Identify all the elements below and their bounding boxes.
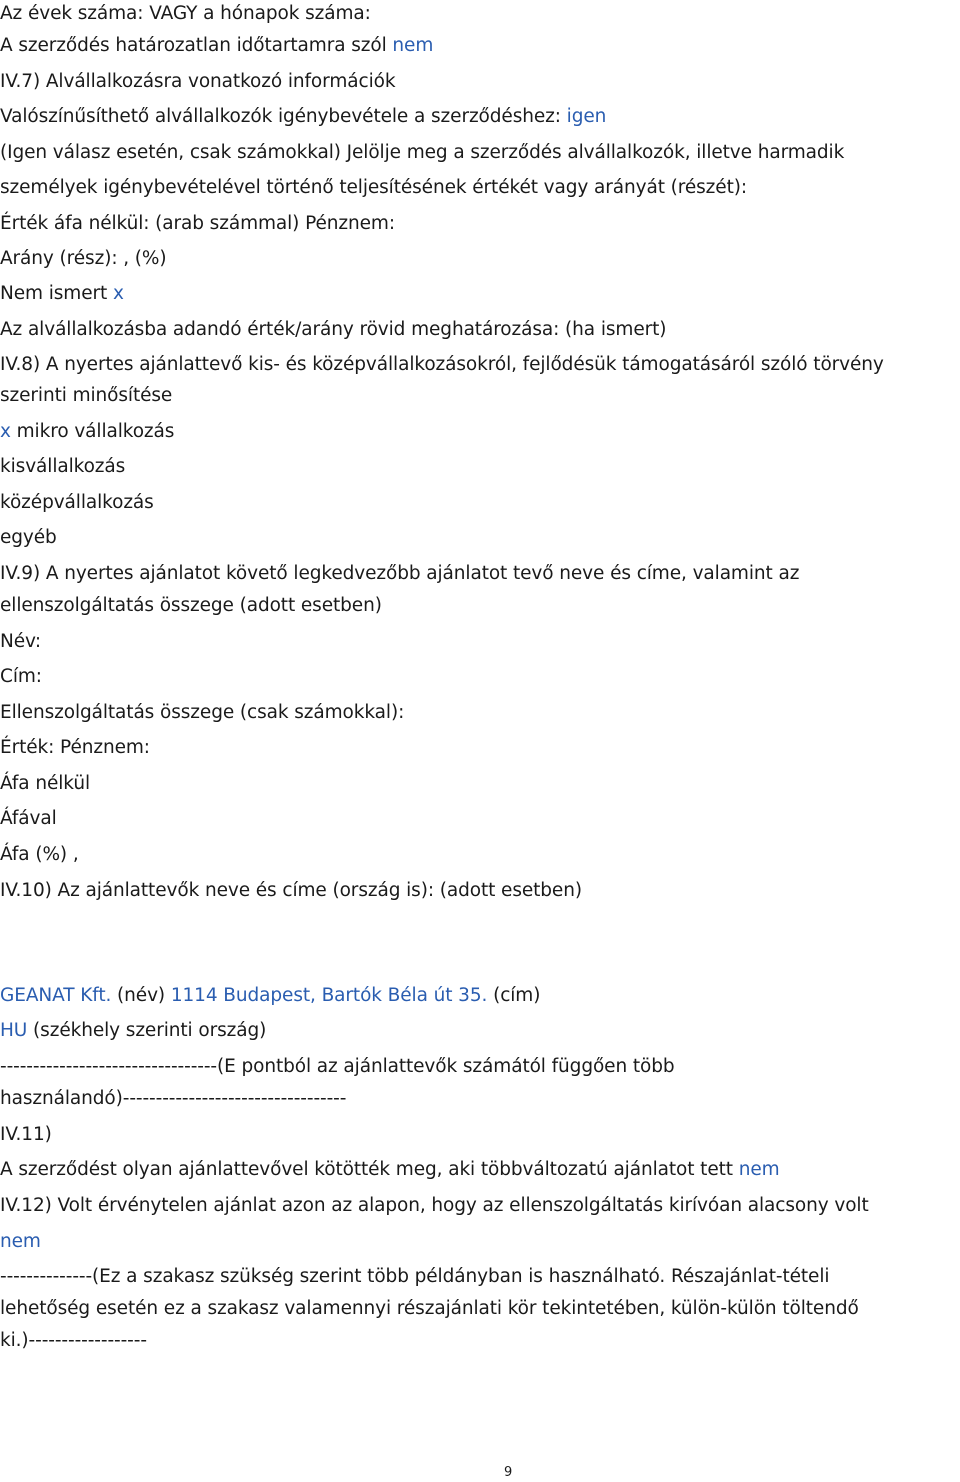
- text-segment: Az alvállalkozásba adandó érték/arány rövid meghatározása: (ha ismert): [0, 319, 667, 340]
- text-line: [0, 772, 90, 796]
- text-line: [0, 353, 884, 377]
- text-segment: lehetőség esetén ez a szakasz valamennyi részajánlati kör tekintetében, külön-külön töltendő: [0, 1298, 859, 1319]
- text-line: [0, 1087, 346, 1111]
- text-line: [0, 1123, 52, 1147]
- text-segment: Valószínűsíthető alvállalkozók igénybevétele a szerződéshez:: [0, 106, 567, 127]
- text-line: [0, 212, 395, 236]
- text-segment: kisvállalkozás: [0, 456, 126, 477]
- text-segment: Áfával: [0, 808, 57, 829]
- text-line: [0, 384, 172, 408]
- text-line: [0, 594, 382, 618]
- text-segment: A szerződést olyan ajánlattevővel kötötték meg, aki többváltozatú ajánlatot tett: [0, 1159, 739, 1180]
- text-line: [0, 879, 582, 903]
- filled-value: 1114 Budapest, Bartók Béla út 35.: [170, 985, 488, 1006]
- text-segment: Név:: [0, 631, 41, 652]
- page-number: 9: [504, 1465, 513, 1480]
- text-line: [0, 1158, 780, 1182]
- text-line: [0, 1329, 147, 1353]
- text-line: [0, 665, 42, 689]
- filled-value: HU: [0, 1020, 28, 1041]
- text-line: [0, 70, 395, 94]
- filled-value: x: [112, 283, 124, 304]
- text-segment: IV.12) Volt érvénytelen ajánlat azon az alapon, hogy az ellenszolgáltatás kirívóan alacsony volt: [0, 1195, 869, 1216]
- text-line: [0, 526, 57, 550]
- text-line: [0, 282, 124, 306]
- text-line: [0, 562, 799, 586]
- text-segment: IV.11): [0, 1124, 52, 1145]
- text-segment: A szerződés határozatlan időtartamra szól: [0, 35, 393, 56]
- text-segment: (székhely szerinti ország): [27, 1020, 267, 1041]
- text-segment: Nem ismert: [0, 283, 113, 304]
- text-line: [0, 1019, 266, 1043]
- text-line: [0, 630, 41, 654]
- text-segment: használandó)----------------------------------: [0, 1088, 347, 1109]
- text-segment: IV.8) A nyertes ajánlattevő kis- és középvállalkozásokról, fejlődésük támogatásáról szóló törvény: [0, 354, 884, 375]
- text-line: [0, 105, 606, 129]
- text-segment: Ellenszolgáltatás összege (csak számokkal):: [0, 702, 405, 723]
- text-segment: személyek igénybevételével történő teljesítésének értékét vagy arányát (részét):: [0, 177, 747, 198]
- text-segment: egyéb: [0, 527, 57, 548]
- filled-value: x: [0, 421, 11, 442]
- text-line: [0, 2, 371, 26]
- text-line: [0, 455, 125, 479]
- text-line: [0, 176, 747, 200]
- text-line: [0, 34, 433, 58]
- text-line: [0, 701, 404, 725]
- filled-value: nem: [0, 1231, 41, 1252]
- text-segment: Áfa nélkül: [0, 773, 90, 794]
- text-line: [0, 318, 666, 342]
- text-line: [0, 1055, 675, 1079]
- text-segment: szerinti minősítése: [0, 385, 173, 406]
- text-line: [0, 843, 79, 867]
- text-segment: Arány (rész): , (%): [0, 248, 167, 269]
- text-line: [0, 1230, 41, 1254]
- text-segment: IV.9) A nyertes ajánlatot követő legkedvezőbb ajánlatot tevő neve és címe, valamint az: [0, 563, 800, 584]
- text-segment: Az évek száma: VAGY a hónapok száma:: [0, 3, 371, 24]
- text-segment: IV.10) Az ajánlattevők neve és címe (ország is): (adott esetben): [0, 880, 582, 901]
- text-line: [0, 1297, 859, 1321]
- filled-value: igen: [566, 106, 607, 127]
- text-line: [0, 420, 174, 444]
- text-segment: középvállalkozás: [0, 492, 154, 513]
- text-line: [0, 807, 57, 831]
- text-segment: Érték áfa nélkül: (arab számmal) Pénznem:: [0, 213, 395, 234]
- text-segment: --------------(Ez a szakasz szükség szerint több példányban is használható. Részajánlat-tételi: [0, 1266, 830, 1287]
- filled-value: nem: [738, 1159, 780, 1180]
- text-segment: ki.)------------------: [0, 1330, 147, 1351]
- text-segment: ---------------------------------(E pontból az ajánlattevők számától függően több: [0, 1056, 675, 1077]
- text-line: [0, 984, 540, 1008]
- filled-value: GEANAT Kft.: [0, 985, 112, 1006]
- text-segment: Cím:: [0, 666, 42, 687]
- text-segment: (név): [111, 985, 171, 1006]
- text-segment: IV.7) Alvállalkozásra vonatkozó információk: [0, 71, 396, 92]
- text-line: [0, 247, 167, 271]
- text-line: [0, 1194, 869, 1218]
- text-line: [0, 736, 150, 760]
- text-line: [0, 141, 844, 165]
- text-segment: (Igen válasz esetén, csak számokkal) Jelölje meg a szerződés alvállalkozók, illetve harmadik: [0, 142, 845, 163]
- text-segment: ellenszolgáltatás összege (adott esetben): [0, 595, 382, 616]
- text-line: [0, 491, 154, 515]
- text-segment: Érték: Pénznem:: [0, 737, 150, 758]
- text-segment: mikro vállalkozás: [10, 421, 175, 442]
- text-segment: (cím): [487, 985, 541, 1006]
- filled-value: nem: [392, 35, 434, 56]
- text-segment: Áfa (%) ,: [0, 844, 79, 865]
- text-line: [0, 1265, 829, 1289]
